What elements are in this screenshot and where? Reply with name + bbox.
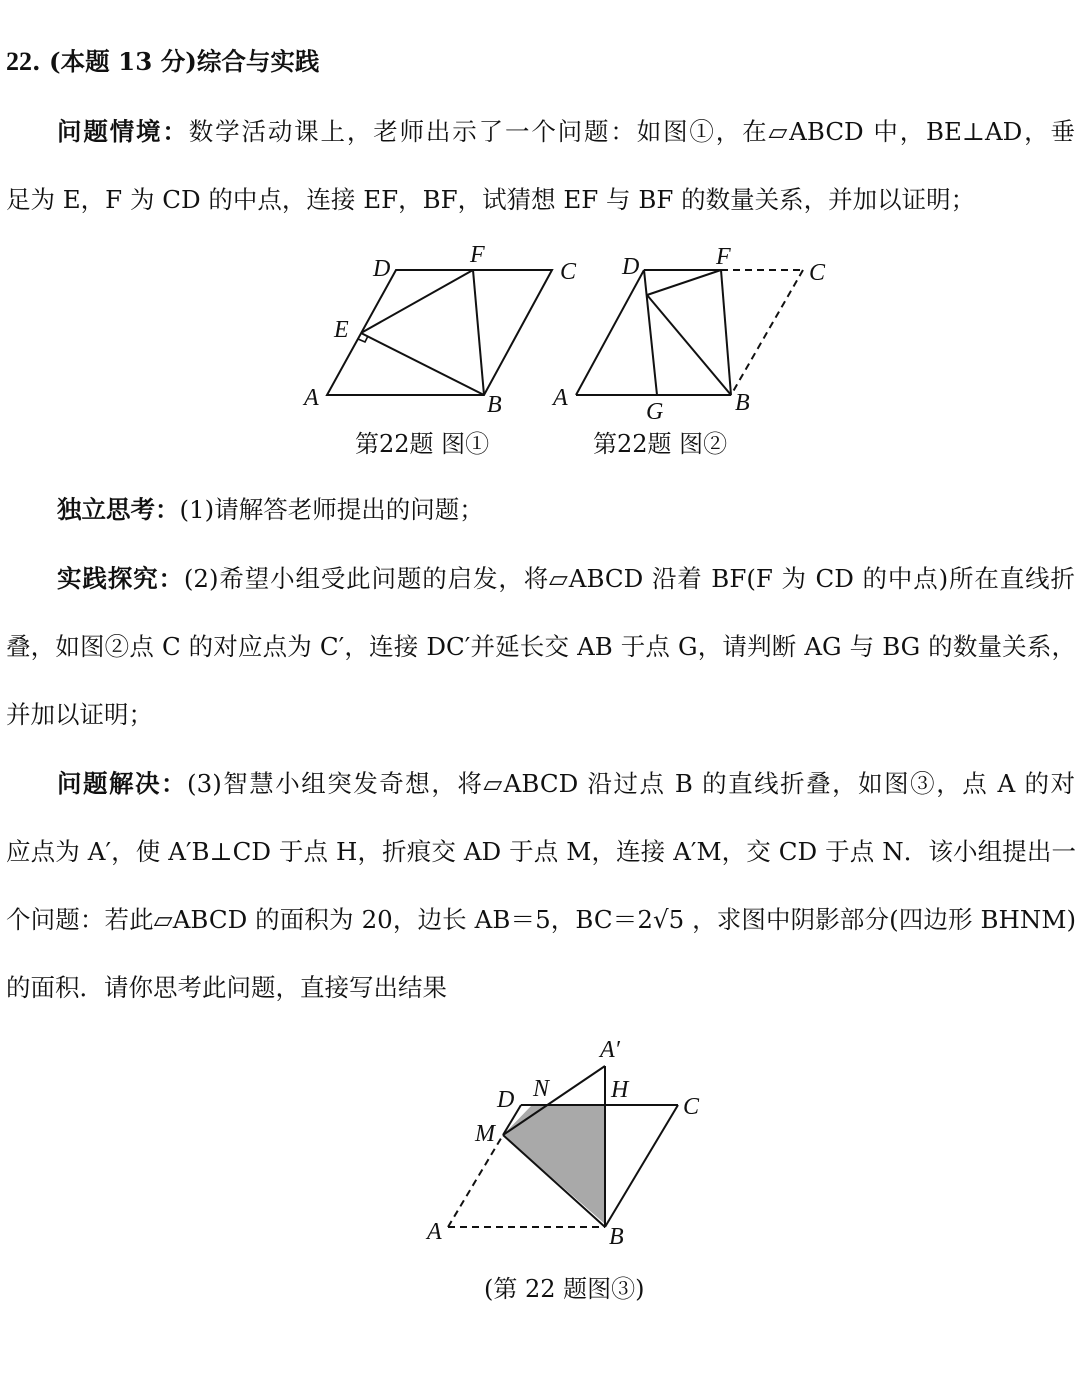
solve-line-4: 的面积．请你思考此问题，直接写出结果: [6, 973, 447, 1002]
fig3-label-N: N: [533, 1076, 550, 1102]
solve-line-2: 应点为 A′，使 A′B⊥CD 于点 H，折痕交 AD 于点 M，连接 A′M，交 CD 于点 N．该小组提出一: [6, 837, 1076, 866]
fig1-label-B: B: [487, 392, 502, 418]
fig2-label-B: B: [735, 390, 750, 416]
fig3-segment-AM-dashed: [448, 1135, 503, 1227]
problem-header: 22. (本题 13 分)综合与实践: [6, 47, 320, 76]
situation-line-1: 问题情境：数学活动课上，老师出示了一个问题：如图①，在▱ABCD 中，BE⊥AD，垂: [57, 117, 1076, 146]
fig2-label-C: C: [809, 260, 826, 286]
fig1-label-E: E: [334, 317, 349, 343]
fig3-segment-CB: [605, 1105, 678, 1227]
fig2-label-D: D: [622, 254, 640, 280]
fig1-label-A: A: [304, 385, 319, 411]
explore-line-1: 实践探究：(2)希望小组受此问题的启发，将▱ABCD 沿着 BF(F 为 CD 的中点)所在直线折: [57, 564, 1075, 593]
solve-line-3: 个问题：若此▱ABCD 的面积为 20，边长 AB＝5，BC＝2√5 ，求图中阴影部分(四边形 BHNM): [6, 905, 1076, 934]
explore-line-3: 并加以证明；: [6, 700, 153, 729]
fig3-label-M: M: [475, 1121, 495, 1147]
fig3-label-A1: A′: [600, 1037, 620, 1063]
fig1-label-C: C: [560, 259, 577, 285]
fig3-label-H: H: [611, 1077, 629, 1103]
fig3-label-A: A: [427, 1219, 442, 1245]
fig2-label-A: A: [553, 385, 568, 411]
fig1-caption: 第22题 图①: [355, 430, 490, 458]
fig3-label-B: B: [609, 1224, 624, 1250]
fig2-caption: 第22题 图②: [593, 430, 728, 458]
fig2-label-G: G: [646, 399, 664, 425]
explore-line-2: 叠，如图②点 C 的对应点为 C′，连接 DC′并延长交 AB 于点 G，请判断 AG 与 BG 的数量关系，: [6, 632, 1076, 661]
think-line: 独立思考：(1)请解答老师提出的问题；: [57, 495, 484, 524]
solve-line-1: 问题解决：(3)智慧小组突发奇想，将▱ABCD 沿过点 B 的直线折叠，如图③，点 A 的对: [57, 769, 1075, 798]
fig3-label-D: D: [497, 1087, 515, 1113]
fig1-label-D: D: [373, 256, 391, 282]
fig3-caption: (第 22 题图③): [484, 1275, 645, 1303]
fig2-label-F: F: [716, 244, 731, 270]
fig3-shaded-BHNM: [503, 1105, 605, 1224]
fig1-label-F: F: [470, 242, 485, 268]
situation-line-2: 足为 E，F 为 CD 的中点，连接 EF，BF，试猜想 EF 与 BF 的数量关系，并加以证明；: [6, 185, 976, 214]
fig3-label-C: C: [683, 1094, 700, 1120]
